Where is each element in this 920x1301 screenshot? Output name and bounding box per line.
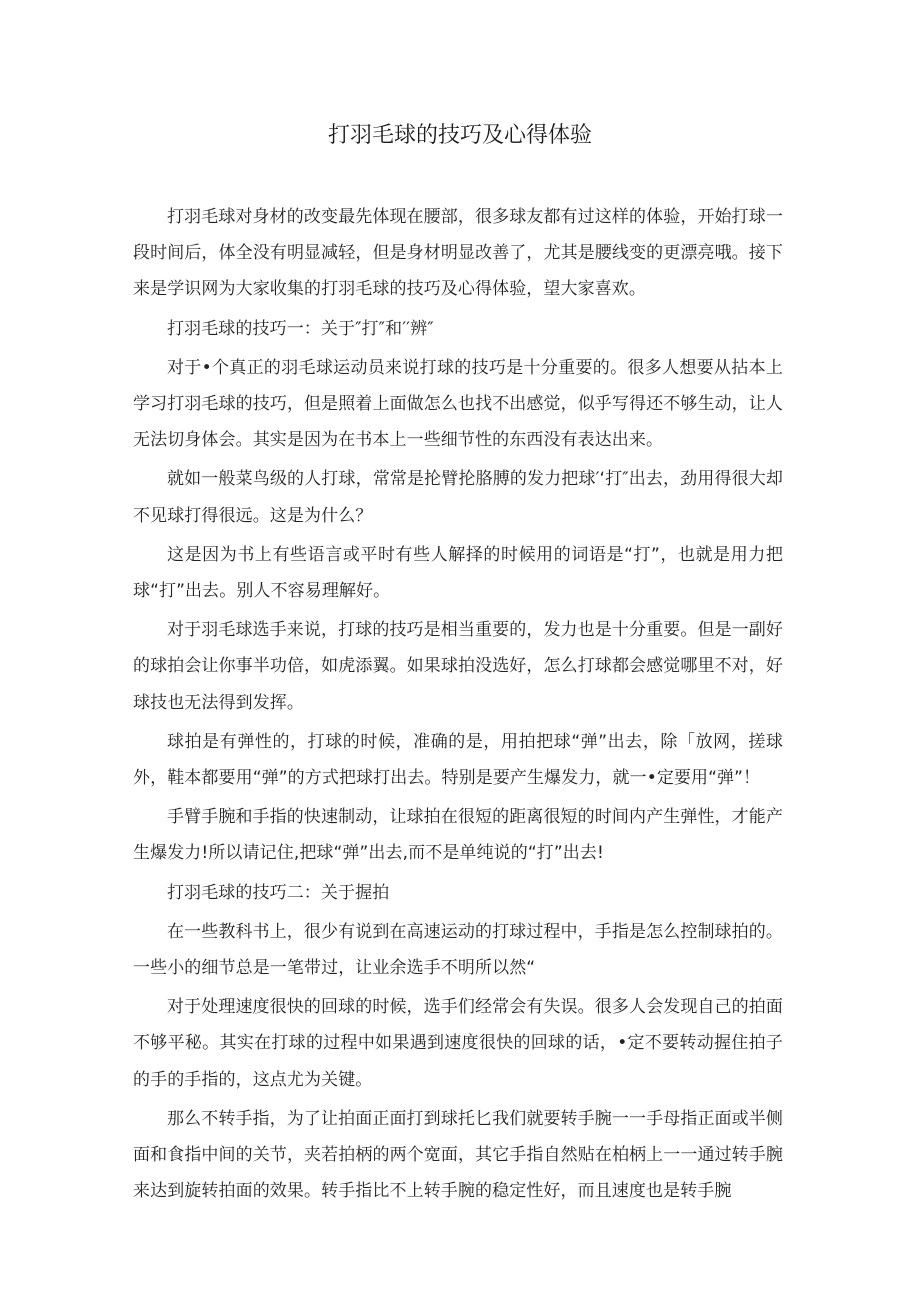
paragraph: 对于处理速度很快的回球的时候，选手们经常会有失误。很多人会发现自己的拍面不够平秘。其实在打球的过程中如果遇到速度很快的回球的话，•定不要转动握住拍子的手的手指的，这点尤为关键。 <box>133 997 783 1090</box>
paragraph: 在一些教科书上，很少有说到在高速运动的打球过程中，手指是怎么控制球拍的。一些小的细节总是一笔带过，让业余选手不明所以然“ <box>133 921 783 979</box>
paragraph: 对于•个真正的羽毛球运动员来说打球的技巧是十分重要的。很多人想要从拈本上学习打羽毛球的技巧，但是照着上面做怎么也找不出感觉，似乎写得还不够生动，让人无法切身体会。其实是因为在书本上一些细节性的东西没有表达出来。 <box>133 357 783 451</box>
paragraph: 那么不转手指，为了让拍面正面打到球托匕我们就要转手腕一一手母指正面或半侧面和食指中间的关节，夹若拍柄的两个宽面，其它手指自然贴在柏柄上一一通过转手腕来达到旋转拍面的效果。转手指比不上转手腕的稳定性好，而且速度也是转手腕 <box>133 1108 783 1202</box>
paragraph: 这是因为书上有些语言或平时有些人解择的时候用的词语是“打”，也就是用力把球“打”出去。别人不容易理解好。 <box>133 544 783 602</box>
paragraph: 对于羽毛球选手来说，打球的技巧是相当重要的，发力也是十分重要。但是一副好的球拍会让你事半功倍，如虎添翼。如果球拍没选好，怎么打球都会感觉哪里不对，好球技也无法得到发挥。 <box>133 620 783 713</box>
section-heading-tip-two: 打羽毛球的技巧二：关于握拍 <box>167 882 390 903</box>
section-heading-tip-one: 打羽毛球的技巧一：关于″打″和′′辨″ <box>167 318 434 339</box>
paragraph: 球拍是有弹性的，打球的时候，准确的是，用拍把球“弹”出去，除「放网，搓球外，鞋本都要用“弹”的方式把球打出去。特别是要产生爆发力，就一•定要用“弹”！ <box>133 731 783 789</box>
paragraph: 手臂手腕和手指的快速制动，让球拍在很短的距离很短的时间内产生弹性，才能产生爆发力!所以请记住,把球“弹”出去,而不是单纯说的“打”出去! <box>133 807 783 864</box>
paragraph: 就如一般菜鸟级的人打球，常常是抡臂抡胳膊的发力把球′‘打″出去，劲用得很大却不见球打得很远。这是为什么？ <box>133 469 783 526</box>
paragraph-intro: 打羽毛球对身材的改变最先体现在腰部，很多球友都有过这样的体验，开始打球一段时间后，体全没有明显减轻，但是身材明显改善了，尤其是腰线变的更漂亮哦。接下来是学识网为大家收集的打羽毛球的技巧及心得体验，望大家喜欢。 <box>133 207 783 300</box>
document-body <box>133 199 783 1212</box>
document-title: 打羽毛球的技巧及心得体验 <box>327 123 592 148</box>
